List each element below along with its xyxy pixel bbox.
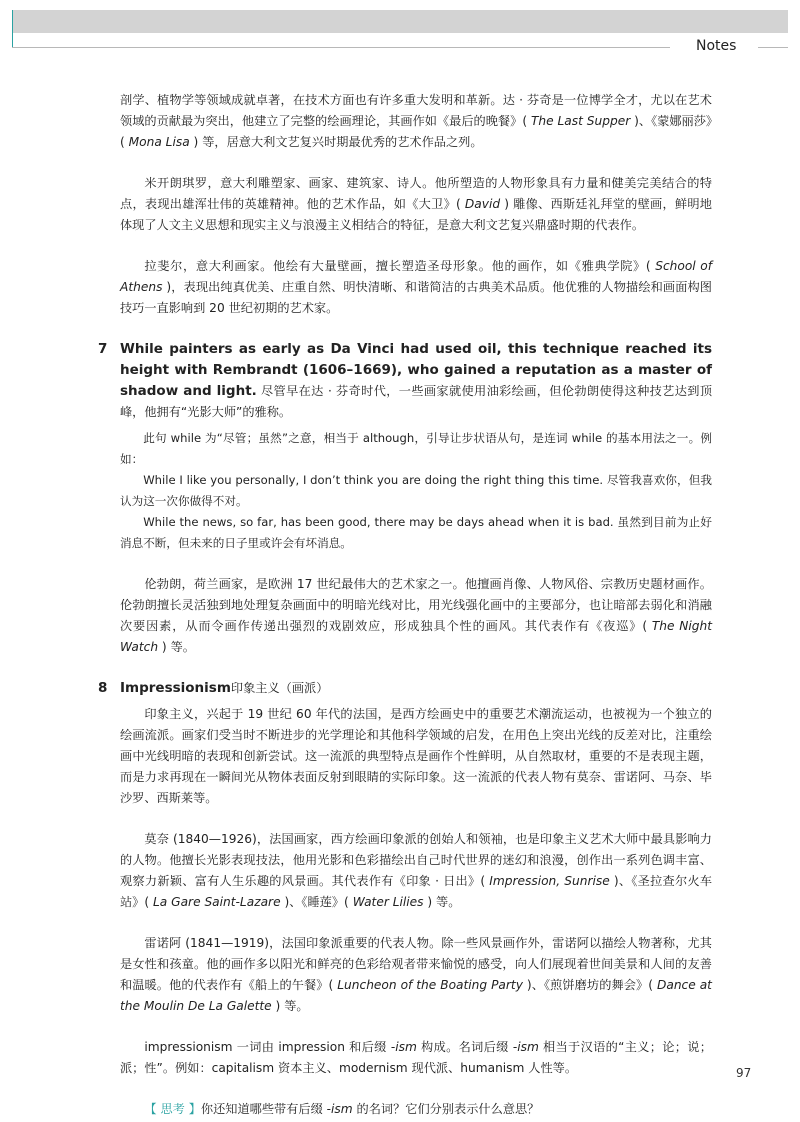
think-tag: 【 思考 】 xyxy=(144,1102,201,1116)
paragraph-ism-suffix: impressionism 一词由 impression 和后缀 -ism 构成。名词后缀 -ism 相当于汉语的“主义；论；说；派；性”。例如：capitalism 资本主义、modernism 现代派、humanism 人性等。 xyxy=(120,1040,712,1075)
note-number: 8 xyxy=(98,680,108,696)
work-title: The Night Watch xyxy=(120,619,712,654)
note-number: 7 xyxy=(98,341,108,357)
note-term-en: Impressionism xyxy=(120,680,231,696)
note-heading-7 xyxy=(98,339,712,423)
work-title: Impression, Sunrise xyxy=(489,874,610,888)
paragraph-renoir: 雷诺阿 (1841—1919)，法国印象派重要的代表人物。除一些风景画作外，雷诺阿以描绘人物著称，尤其是女性和孩童。他的画作多以阳光和鲜亮的色彩给观者带来愉悦的感受，向人们展现着世间美景和人间的友善和温暖。他的代表作有《船上的午餐》( Luncheon of the Boating Party )、《煎饼磨坊的舞会》( Dance at the Moulin De La Galette ) 等。 xyxy=(120,936,712,1013)
notes-divider-right xyxy=(758,47,788,48)
notes-label: Notes xyxy=(696,38,737,54)
work-title: Dance at the Moulin De La Galette xyxy=(120,978,712,1013)
work-title: Water Lilies xyxy=(352,895,424,909)
note-heading-8 xyxy=(98,678,712,699)
grammar-note: 此句 while 为“尽管；虽然”之意，相当于 although，引导让步状语从句，是连词 while 的基本用法之一。例如： xyxy=(120,431,712,466)
think-question: 【 思考 】你还知道哪些带有后缀 -ism 的名词？它们分别表示什么意思？ xyxy=(144,1102,540,1116)
header-band xyxy=(12,10,788,33)
note-term-zh: 印象主义（画派） xyxy=(230,681,329,695)
paragraph-monet: 莫奈 (1840—1926)，法国画家，西方绘画印象派的创始人和领袖，也是印象主义艺术大师中最具影响力的人物。他擅长光影表现技法，他用光影和色彩描绘出自己时代世界的迷幻和浪漫，创作出一系列色调丰富、观察力新颖、富有人生乐趣的风景画。其代表作有《印象 · 日出》( Impression, Sunrise )、《圣拉查尔火车站》( La Gare Saint-Lazare )、《睡莲》( Water Lilies ) 等。 xyxy=(120,832,713,909)
paragraph-michelangelo: 米开朗琪罗，意大利雕塑家、画家、建筑家、诗人。他所塑造的人物形象具有力量和健美完美结合的特点，表现出雄浑壮伟的英雄精神。他的艺术作品，如《大卫》( David ) 雕像、西斯廷礼拜堂的壁画，鲜明地体现了人文主义思想和现实主义与浪漫主义相结合的特征，是意大利文艺复兴鼎盛时期的代表作。 xyxy=(120,176,712,232)
work-title: Luncheon of the Boating Party xyxy=(337,978,523,992)
paragraph-da-vinci: 剖学、植物学等领域成就卓著，在技术方面也有许多重大发明和革新。达 · 芬奇是一位博学全才，尤以在艺术领域的贡献最为突出，他建立了完整的绘画理论，其画作如《最后的晚餐》( The Last Supper )、《蒙娜丽莎》( Mona Lisa ) 等，居意大利文艺复兴时期最优秀的艺术作品之列。 xyxy=(120,93,712,149)
work-title: School of Athens xyxy=(120,259,712,294)
example-sentence: While I like you personally, I don’t think you are doing the right thing this time. 尽管我喜欢你，但我认为这一次你做得不对。 xyxy=(120,473,712,508)
paragraph-rembrandt: 伦勃朗，荷兰画家，是欧洲 17 世纪最伟大的艺术家之一。他擅画肖像、人物风俗、宗教历史题材画作。伦勃朗擅长灵活独到地处理复杂画面中的明暗光线对比，用光线强化画中的主要部分，也让暗部去弱化和消融次要因素，从而令画作传递出强烈的戏剧效应，形成独具个性的画风。其代表作有《夜巡》( The Night Watch ) 等。 xyxy=(120,577,712,654)
header-accent-rule xyxy=(12,10,13,48)
example-sentence: While the news, so far, has been good, there may be days ahead when it is bad. 虽然到目前为止好消息不断，但未来的日子里或许会有坏消息。 xyxy=(120,515,712,550)
page-number: 97 xyxy=(736,1066,752,1080)
work-title: Mona Lisa xyxy=(128,135,190,149)
paragraph-raphael: 拉斐尔，意大利画家。他绘有大量壁画，擅长塑造圣母形象。他的画作，如《雅典学院》( School of Athens )，表现出纯真优美、庄重自然、明快清晰、和谐简洁的古典美术品质。他优雅的人物描绘和画面构图技巧一直影响到 20 世纪初期的艺术家。 xyxy=(120,259,712,315)
work-title: David xyxy=(464,197,501,211)
notes-divider xyxy=(12,47,670,48)
note-sentence-zh: 尽管早在达 · 芬奇时代，一些画家就使用油彩绘画，但伦勃朗使得这种技艺达到顶峰，他拥有“光影大师”的雅称。 xyxy=(120,384,713,419)
work-title: La Gare Saint-Lazare xyxy=(153,895,281,909)
page-content xyxy=(98,90,712,1120)
work-title: The Last Supper xyxy=(530,114,631,128)
note-sentence-en: While painters as early as Da Vinci had used oil, this technique reached its height with Rembrandt (1606–1669), who gained a reputation as a master of shadow and light. xyxy=(120,341,712,399)
paragraph-impressionism: 印象主义，兴起于 19 世纪 60 年代的法国，是西方绘画史中的重要艺术潮流运动，也被视为一个独立的绘画流派。画家们受当时不断进步的光学理论和其他科学领域的启发，在用色上突出光线的反差对比，注重绘画中光线明暗的表现和创新尝试。这一流派的典型特点是画作个性鲜明，从自然取材，重要的不是表现主题，而是力求再现在一瞬间光从物体表面反射到眼睛的实际印象。这一流派的代表人物有莫奈、雷诺阿、马奈、毕沙罗、西斯莱等。 xyxy=(120,707,712,805)
